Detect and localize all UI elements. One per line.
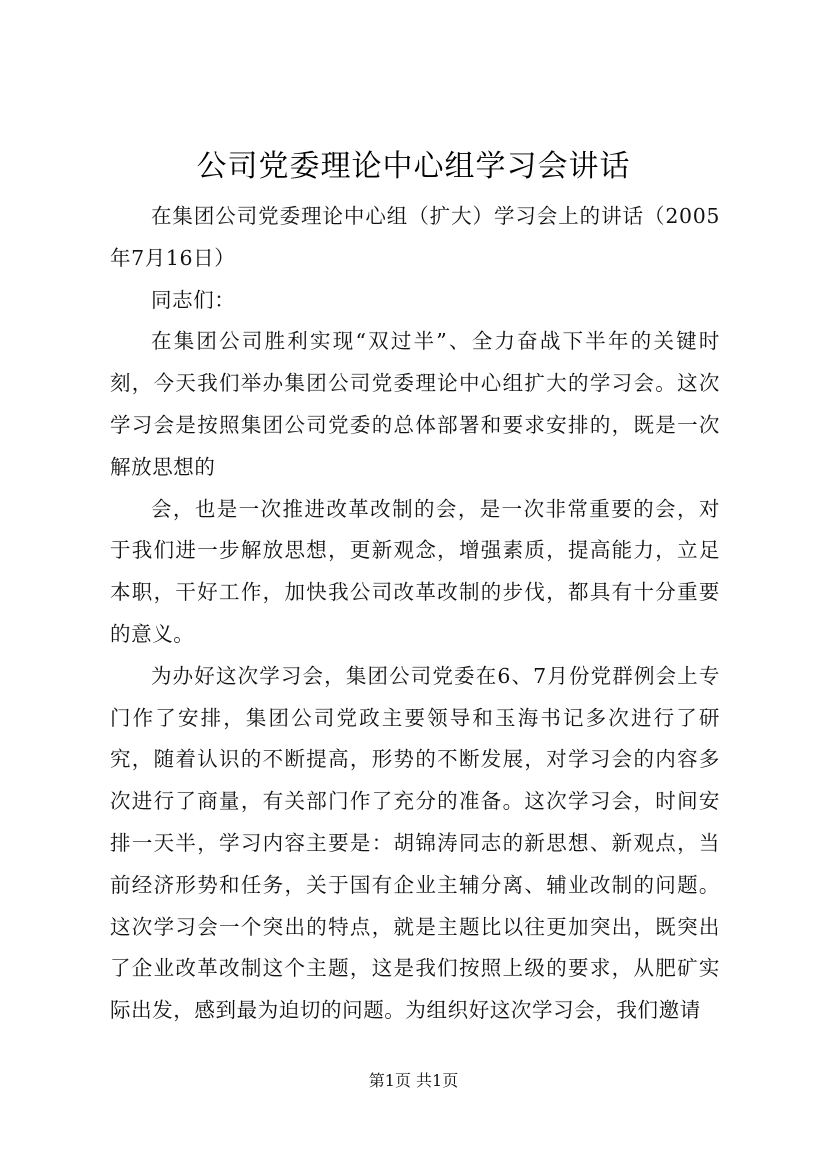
paragraph-significance: 会，也是一次推进改革改制的会，是一次非常重要的会，对于我们进一步解放思想，更新观念，增强素质，提高能力，立足本职，干好工作，加快我公司改革改制的步伐，都具有十分重要的意义。 xyxy=(110,496,720,646)
paragraph-subtitle: 在集团公司党委理论中心组（扩大）学习会上的讲话（2005年7月16日） xyxy=(110,204,720,270)
document-body xyxy=(110,196,720,1032)
paragraph-preparation: 为办好这次学习会，集团公司党委在6、7月份党群例会上专门作了安排，集团公司党政主要领导和玉海书记多次进行了研究，随着认识的不断提高，形势的不断发展，对学习会的内容多次进行了商量，有关部门作了充分的准备。这次学习会，时间安排一天半，学习内容主要是：胡锦涛同志的新思想、新观点，当前经济形势和任务，关于国有企业主辅分离、辅业改制的问题。这次学习会一个突出的特点，就是主题比以往更加突出，既突出了企业改革改制这个主题，这是我们按照上级的要求，从肥矿实际出发，感到最为迫切的问题。为组织好这次学习会，我们邀请 xyxy=(110,663,720,1023)
page-number-footer: 第1页 共1页 xyxy=(368,1071,459,1090)
paragraph-opening: 在集团公司胜利实现“双过半”、全力奋战下半年的关键时刻，今天我们举办集团公司党委理论中心组扩大的学习会。这次学习会是按照集团公司党委的总体部署和要求安排的，既是一次解放思想的 xyxy=(110,329,720,479)
paragraph-salutation: 同志们： xyxy=(151,287,236,312)
document-title: 公司党委理论中心组学习会讲话 xyxy=(196,149,631,184)
